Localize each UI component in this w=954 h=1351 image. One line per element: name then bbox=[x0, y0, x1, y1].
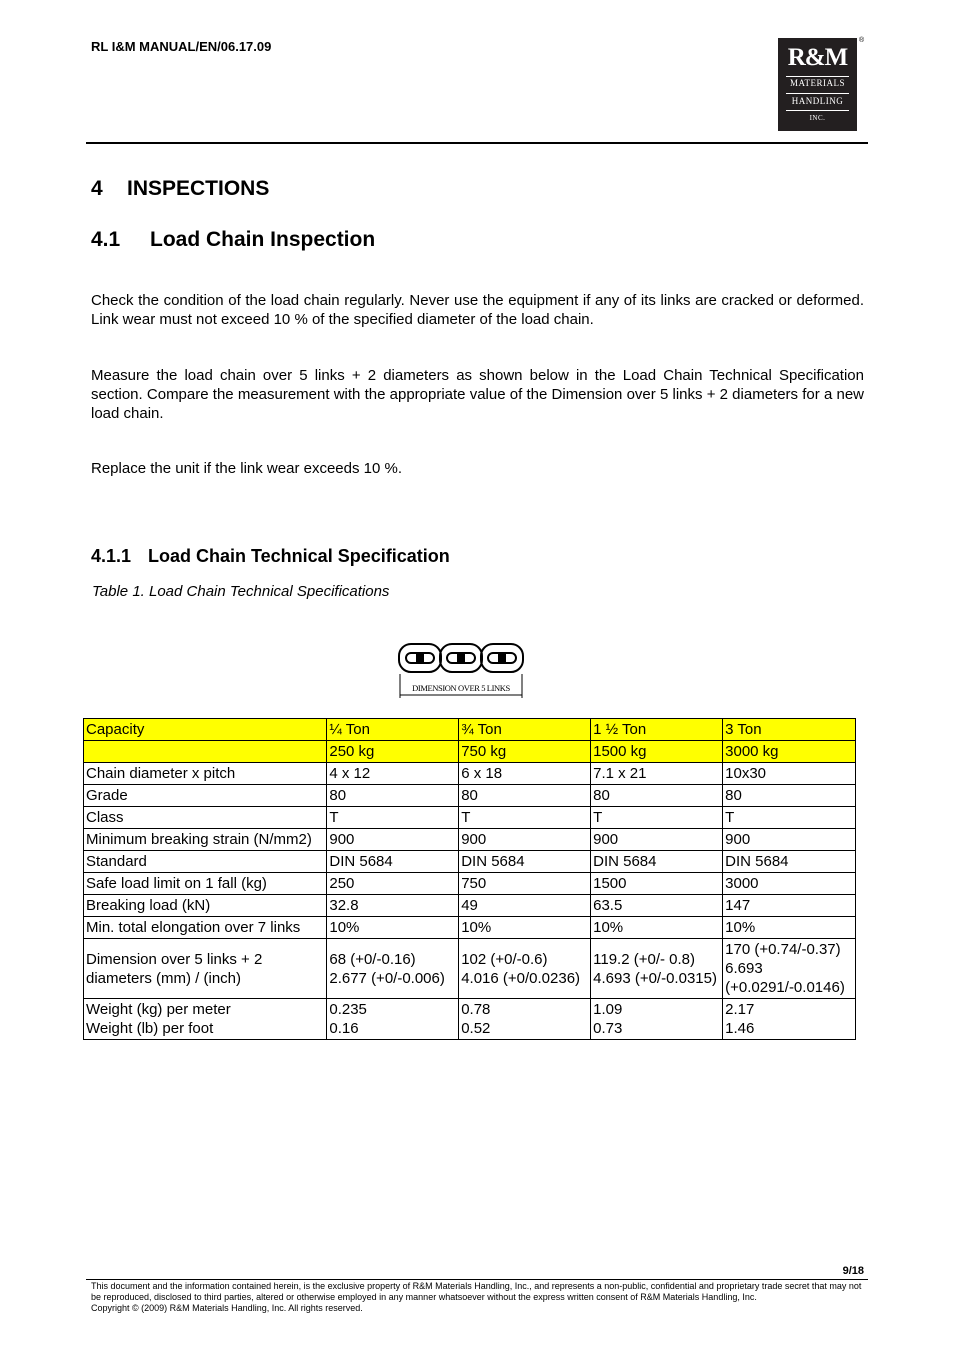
table-header-cell: 250 kg bbox=[327, 741, 459, 763]
table-cell: Breaking load (kN) bbox=[84, 895, 327, 917]
table-header-cell: 3 Ton bbox=[723, 719, 856, 741]
table-header-row bbox=[84, 719, 856, 741]
subsubsection-heading: 4.1.1 Load Chain Technical Specification bbox=[91, 546, 450, 566]
table-cell: 147 bbox=[723, 895, 856, 917]
table-cell: 68 (+0/-0.16) 2.677 (+0/-0.006) bbox=[327, 939, 459, 999]
table-header-cell: 1 ½ Ton bbox=[591, 719, 723, 741]
table-cell: 10x30 bbox=[723, 763, 856, 785]
table-cell: Min. total elongation over 7 links bbox=[84, 917, 327, 939]
table-header-cell: 750 kg bbox=[459, 741, 591, 763]
table-header-cell bbox=[84, 741, 327, 763]
registered-mark: ® bbox=[859, 37, 865, 44]
table-cell: T bbox=[591, 807, 723, 829]
table-cell: Class bbox=[84, 807, 327, 829]
table-header-cell: 1500 kg bbox=[591, 741, 723, 763]
table-header-cell: 3000 kg bbox=[723, 741, 856, 763]
figure-label: DIMENSION OVER 5 LINKS bbox=[412, 683, 510, 693]
table-caption: Table 1. Load Chain Technical Specifications bbox=[92, 583, 390, 600]
table-cell: 119.2 (+0/- 0.8) 4.693 (+0/-0.0315) bbox=[591, 939, 723, 999]
table-header-cell: Capacity bbox=[84, 719, 327, 741]
table-cell: T bbox=[723, 807, 856, 829]
confidentiality-notice: This document and the information contained herein, is the exclusive property of R&M Materials Handling, Inc., and represents a non-public, confidential and proprietary trade secret that may not be reproduced, disclosed to third parties, altered or otherwise employed in any manner whatsoever without the express written consent of R&M Materials Handling, Inc. bbox=[91, 1281, 862, 1302]
table-cell: 10% bbox=[723, 917, 856, 939]
table-cell: 1500 bbox=[591, 873, 723, 895]
table-cell: 250 bbox=[327, 873, 459, 895]
table-cell: DIN 5684 bbox=[723, 851, 856, 873]
table-cell: 170 (+0.74/-0.37) 6.693 (+0.0291/-0.0146) bbox=[723, 939, 856, 999]
table-cell: Safe load limit on 1 fall (kg) bbox=[84, 873, 327, 895]
table-cell: 102 (+0/-0.6) 4.016 (+0/0.0236) bbox=[459, 939, 591, 999]
table-cell: DIN 5684 bbox=[327, 851, 459, 873]
table-header-row bbox=[84, 741, 856, 763]
section-heading: 4 INSPECTIONS bbox=[91, 177, 270, 200]
table-cell: 32.8 bbox=[327, 895, 459, 917]
table-cell: 10% bbox=[327, 917, 459, 939]
table-cell: Minimum breaking strain (N/mm2) bbox=[84, 829, 327, 851]
table-cell: Dimension over 5 links + 2 diameters (mm) / (inch) bbox=[84, 939, 327, 999]
table-cell: 4 x 12 bbox=[327, 763, 459, 785]
logo-line1: MATERIALS bbox=[789, 78, 845, 88]
table-cell: 900 bbox=[723, 829, 856, 851]
table-row bbox=[84, 785, 856, 807]
paragraph-3: Replace the unit if the link wear exceeds 10 %. bbox=[91, 460, 403, 477]
subsection-heading: 4.1 Load Chain Inspection bbox=[91, 228, 376, 251]
page-number: 9/18 bbox=[842, 1265, 864, 1277]
table-cell: Grade bbox=[84, 785, 327, 807]
company-logo bbox=[778, 38, 857, 131]
table-cell: 900 bbox=[591, 829, 723, 851]
table-cell: T bbox=[327, 807, 459, 829]
table-cell: 2.17 1.46 bbox=[723, 999, 856, 1040]
table-cell: 63.5 bbox=[591, 895, 723, 917]
chain-links-diagram-icon bbox=[398, 640, 524, 700]
table-cell: 1.09 0.73 bbox=[591, 999, 723, 1040]
table-cell: DIN 5684 bbox=[459, 851, 591, 873]
table-header-cell: ¼ Ton bbox=[327, 719, 459, 741]
logo-line2: HANDLING bbox=[791, 96, 844, 106]
load-chain-spec-table bbox=[83, 718, 856, 1040]
table-row bbox=[84, 851, 856, 873]
table-cell: 80 bbox=[327, 785, 459, 807]
table-row bbox=[84, 763, 856, 785]
logo-mark: R&M bbox=[787, 44, 848, 71]
table-cell: 80 bbox=[591, 785, 723, 807]
table-row-weight bbox=[84, 999, 856, 1040]
table-cell: 6 x 18 bbox=[459, 763, 591, 785]
table-cell: Standard bbox=[84, 851, 327, 873]
table-cell: 0.78 0.52 bbox=[459, 999, 591, 1040]
table-cell: Weight (kg) per meter Weight (lb) per foot bbox=[84, 999, 327, 1040]
paragraph-2: Measure the load chain over 5 links + 2 diameters as shown below in the Load Chain Technical Specification section. Compare the measurement with the appropriate value of the Dimension over 5 links + 2 diameters for a new load chain. bbox=[91, 367, 864, 422]
table-cell: 900 bbox=[459, 829, 591, 851]
paragraph-1: Check the condition of the load chain regularly. Never use the equipment if any of its links are cracked or deformed. Link wear must not exceed 10 % of the specified diameter of the load chain. bbox=[91, 292, 864, 328]
table-header-cell: ¾ Ton bbox=[459, 719, 591, 741]
logo-line3: INC. bbox=[809, 114, 826, 122]
table-cell: 10% bbox=[591, 917, 723, 939]
footer-divider bbox=[86, 1279, 868, 1280]
footer-notice bbox=[91, 1281, 864, 1314]
table-row bbox=[84, 917, 856, 939]
header-divider bbox=[86, 142, 868, 144]
table-cell: 80 bbox=[459, 785, 591, 807]
table-cell: T bbox=[459, 807, 591, 829]
table-cell: 10% bbox=[459, 917, 591, 939]
table-cell: DIN 5684 bbox=[591, 851, 723, 873]
table-row bbox=[84, 873, 856, 895]
table-cell: 3000 bbox=[723, 873, 856, 895]
table-cell: Chain diameter x pitch bbox=[84, 763, 327, 785]
table-cell: 900 bbox=[327, 829, 459, 851]
copyright: Copyright © (2009) R&M Materials Handling, Inc. All rights reserved. bbox=[91, 1303, 363, 1313]
table-row bbox=[84, 829, 856, 851]
table-cell: 49 bbox=[459, 895, 591, 917]
table-cell: 7.1 x 21 bbox=[591, 763, 723, 785]
table-row bbox=[84, 807, 856, 829]
table-cell: 0.235 0.16 bbox=[327, 999, 459, 1040]
document-id: RL I&M MANUAL/EN/06.17.09 bbox=[91, 39, 272, 54]
table-row bbox=[84, 895, 856, 917]
table-row-dimension bbox=[84, 939, 856, 999]
table-cell: 750 bbox=[459, 873, 591, 895]
table-cell: 80 bbox=[723, 785, 856, 807]
